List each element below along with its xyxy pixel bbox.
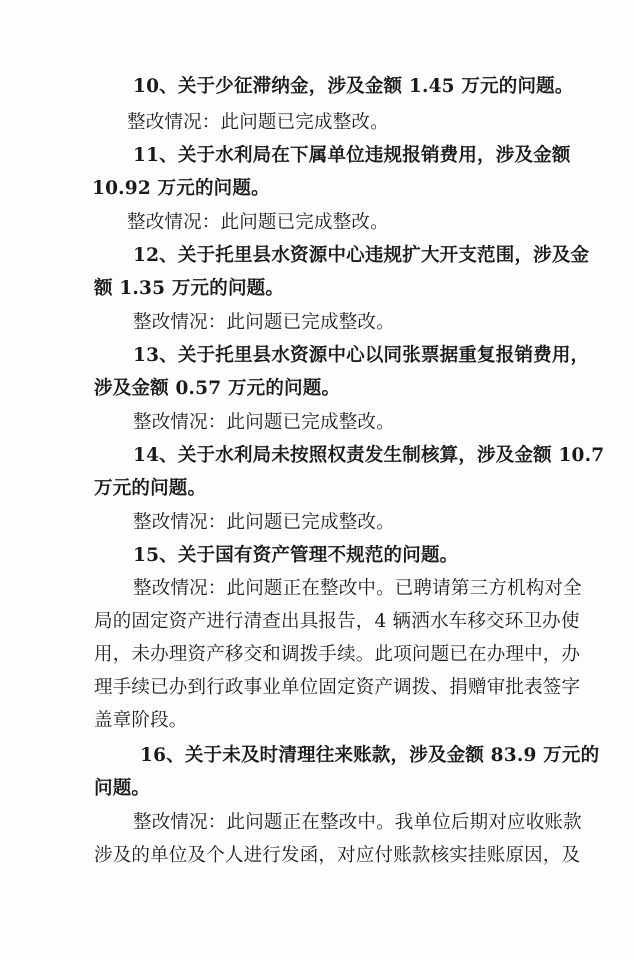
- item-15-status-cont-2: 用，未办理资产移交和调拨手续。此项问题已在办理中，办: [94, 644, 581, 665]
- item-10-status: 整改情况：此问题已完成整改。: [127, 112, 389, 133]
- item-16-heading-cont: 问题。: [94, 778, 151, 799]
- item-13-status: 整改情况：此问题已完成整改。: [133, 412, 395, 433]
- item-16-status: 整改情况：此问题正在整改中。我单位后期对应收账款: [133, 812, 582, 833]
- item-13-heading-cont: 涉及金额 0.57 万元的问题。: [94, 378, 341, 399]
- item-15-heading: 15、关于国有资产管理不规范的问题。: [133, 545, 459, 566]
- item-15-status-cont-1: 局的固定资产进行清查出具报告，4 辆洒水车移交环卫办使: [94, 611, 580, 632]
- item-14-heading: 14、关于水利局未按照权责发生制核算，涉及金额 10.7: [133, 445, 605, 466]
- item-14-heading-cont: 万元的问题。: [94, 478, 207, 499]
- item-16-heading: 16、关于未及时清理往来账款，涉及金额 83.9 万元的: [140, 745, 600, 766]
- item-10-heading: 10、关于少征滞纳金，涉及金额 1.45 万元的问题。: [133, 76, 574, 97]
- item-11-heading-cont: 10.92 万元的问题。: [92, 178, 270, 199]
- item-12-heading: 12、关于托里县水资源中心违规扩大开支范围，涉及金: [133, 245, 590, 266]
- item-12-heading-cont: 额 1.35 万元的问题。: [94, 278, 285, 299]
- item-15-status-cont-4: 盖章阶段。: [94, 710, 188, 731]
- item-12-status: 整改情况：此问题已完成整改。: [133, 312, 395, 333]
- item-14-status: 整改情况：此问题已完成整改。: [133, 512, 395, 533]
- item-16-status-cont-1: 涉及的单位及个人进行发函，对应付账款核实挂账原因，及: [94, 845, 581, 866]
- item-11-status: 整改情况：此问题已完成整改。: [127, 212, 389, 233]
- item-15-status-cont-3: 理手续已办到行政事业单位固定资产调拨、捐赠审批表签字: [94, 677, 581, 698]
- item-11-heading: 11、关于水利局在下属单位违规报销费用，涉及金额: [133, 145, 571, 166]
- item-13-heading: 13、关于托里县水资源中心以同张票据重复报销费用，: [133, 345, 590, 366]
- item-15-status: 整改情况：此问题正在整改中。已聘请第三方机构对全: [133, 578, 582, 599]
